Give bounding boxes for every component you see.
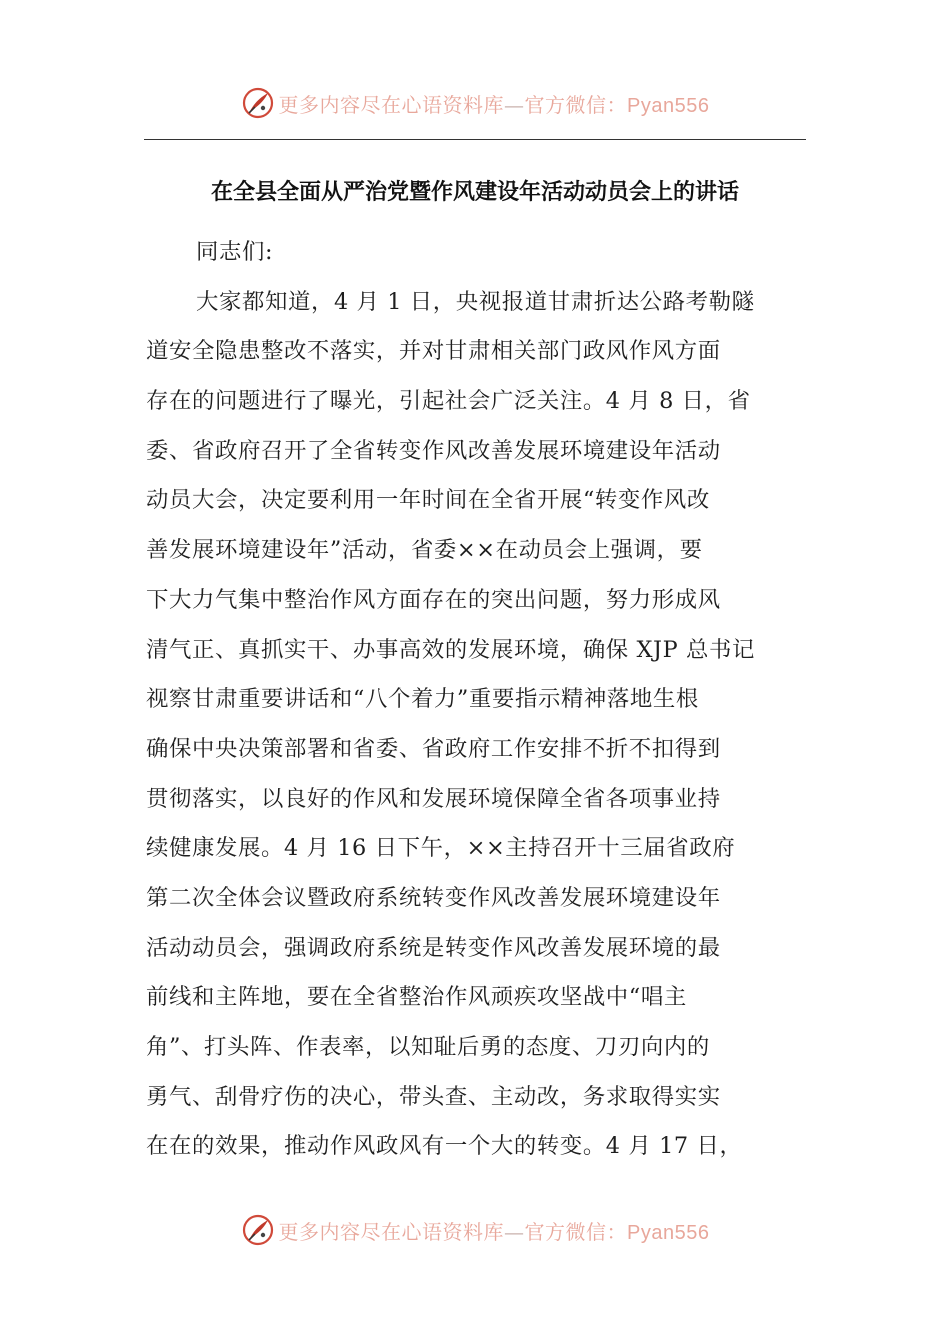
- body-line: 下大力气集中整治作风方面存在的突出问题，努力形成风: [146, 586, 721, 613]
- header-divider: [144, 139, 806, 140]
- body-line: 确保中央决策部署和省委、省政府工作安排不折不扣得到: [146, 735, 721, 762]
- quill-logo-icon: [241, 1213, 275, 1247]
- body-line: 活动动员会，强调政府系统是转变作风改善发展环境的最: [146, 934, 721, 961]
- watermark-text: 更多内容尽在心语资料库—官方微信：Pyan556: [278, 1219, 710, 1244]
- document-title: 在全县全面从严治党暨作风建设年活动动员会上的讲话: [210, 180, 739, 205]
- watermark-text: 更多内容尽在心语资料库—官方微信：Pyan556: [278, 92, 710, 117]
- body-line: 存在的问题进行了曝光，引起社会广泛关注。4 月 8 日，省: [146, 388, 751, 415]
- body-line: 角”、打头阵、作表率，以知耻后勇的态度、刀刃向内的: [146, 1034, 710, 1060]
- body-line: 续健康发展。4 月 16 日下午，××主持召开十三届省政府: [146, 835, 736, 862]
- body-line: 前线和主阵地，要在全省整治作风顽疾攻坚战中“唱主: [146, 984, 687, 1011]
- body-line: 大家都知道，4 月 1 日，央视报道甘肃折达公路考勒隧: [196, 288, 755, 315]
- body-line: 善发展环境建设年”活动，省委××在动员会上强调，要: [146, 537, 703, 564]
- body-line: 贯彻落实，以良好的作风和发展环境保障全省各项事业持: [146, 785, 721, 812]
- footer-watermark-banner: [0, 1210, 950, 1250]
- body-line: 道安全隐患整改不落实，并对甘肃相关部门政风作风方面: [146, 338, 721, 365]
- body-line: 清气正、真抓实干、办事高效的发展环境，确保 XJP 总书记: [146, 636, 755, 663]
- body-line: 委、省政府召开了全省转变作风改善发展环境建设年活动: [146, 437, 721, 464]
- body-line: 在在的效果，推动作风政风有一个大的转变。4 月 17 日，: [146, 1133, 743, 1160]
- body-line: 勇气、刮骨疗伤的决心，带头查、主动改，务求取得实实: [146, 1083, 721, 1110]
- quill-logo-icon: [241, 86, 275, 120]
- body-line: 第二次全体会议暨政府系统转变作风改善发展环境建设年: [146, 884, 721, 911]
- header-watermark-banner: [0, 83, 950, 123]
- document-body: [146, 228, 808, 1172]
- body-line: 动员大会，决定要利用一年时间在全省开展“转变作风改: [146, 487, 710, 514]
- greeting-paragraph: 同志们:: [196, 239, 274, 265]
- body-line: 视察甘肃重要讲话和“八个着力”重要指示精神落地生根: [146, 686, 699, 713]
